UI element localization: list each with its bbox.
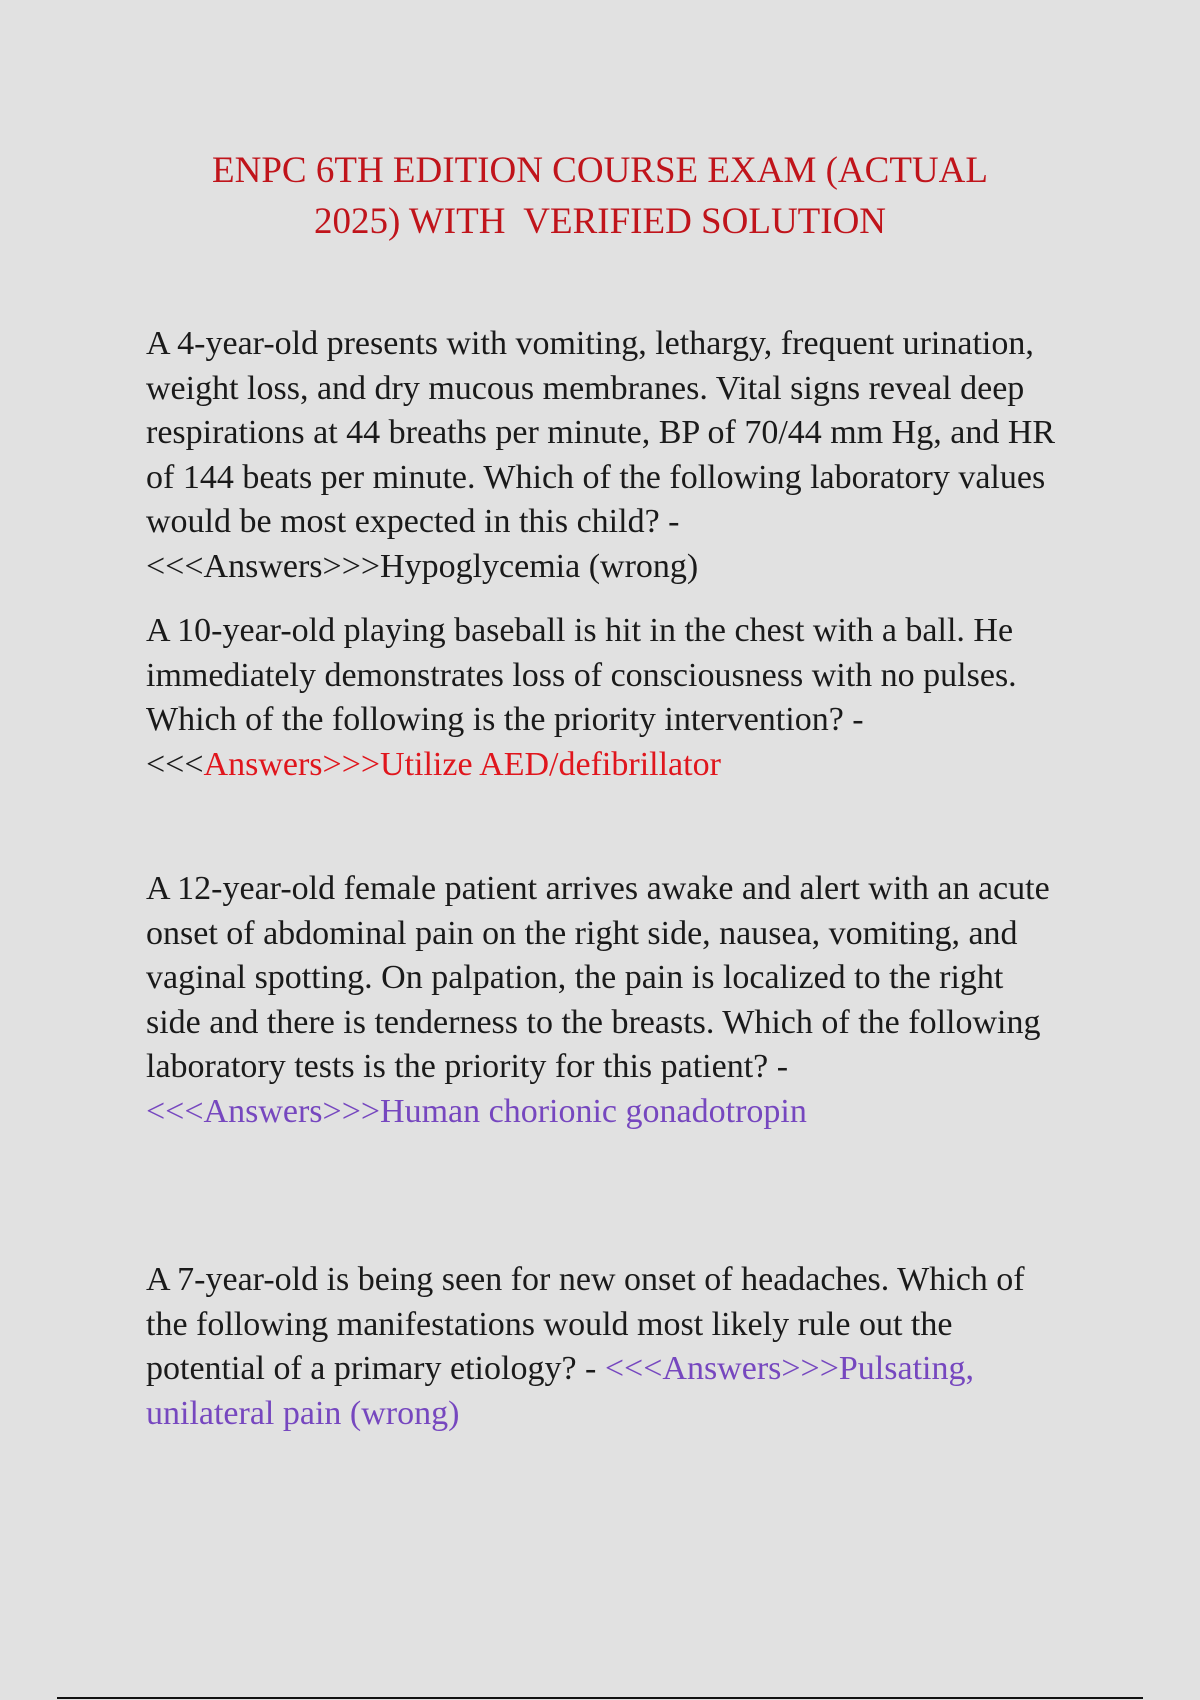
question-text: A 12-year-old female patient arrives awake and alert with an acute onset of abdominal pain on the right side, nausea, vomiting, and vaginal spotting. On palpation, the pain is localized to the right side and there is tenderness to the breasts. Which of the following laboratory tests is the priority for this patient? - <box>146 870 1050 1085</box>
answer-marker: <<< <box>146 547 204 585</box>
question-block-4 <box>146 1258 1066 1436</box>
answer-marker: <<< <box>146 1092 204 1130</box>
question-block-2 <box>146 609 1066 787</box>
question-block-1 <box>146 322 1066 589</box>
question-text: A 4-year-old presents with vomiting, lethargy, frequent urination, weight loss, and dry mucous membranes. Vital signs reveal deep respirations at 44 breaths per minute, BP of 70/44 mm Hg, and HR of 144 beats per minute. Which of the following laboratory values would be most expected in this child? - <box>146 325 1056 540</box>
question-text: A 7-year-old is being seen for new onset of headaches. Which of the following manifestations would most likely rule out the potential of a primary etiology? - <box>146 1261 1025 1387</box>
answer-text: Answers>>>Human chorionic gonadotropin <box>203 1092 807 1130</box>
answer-marker: <<< <box>604 1350 663 1387</box>
answer-text: Answers>>>Utilize AED/defibrillator <box>203 745 721 783</box>
question-text: A 10-year-old playing baseball is hit in the chest with a ball. He immediately demonstrates loss of consciousness with no pulses. Which of the following is the priority intervention? - <box>146 612 1017 738</box>
bottom-rule <box>57 1697 1143 1699</box>
answer-text: Answers>>>Hypoglycemia (wrong) <box>203 547 699 585</box>
title-line-2: 2025) WITH VERIFIED SOLUTION <box>313 201 887 242</box>
answer-marker: <<< <box>146 745 204 783</box>
document-title <box>140 145 1060 247</box>
answer-text: Answers>>>Pulsating, unilateral pain (wrong) <box>146 1350 974 1432</box>
title-line-1: ENPC 6TH EDITION COURSE EXAM (ACTUAL <box>212 150 988 191</box>
question-block-3 <box>146 867 1066 1134</box>
